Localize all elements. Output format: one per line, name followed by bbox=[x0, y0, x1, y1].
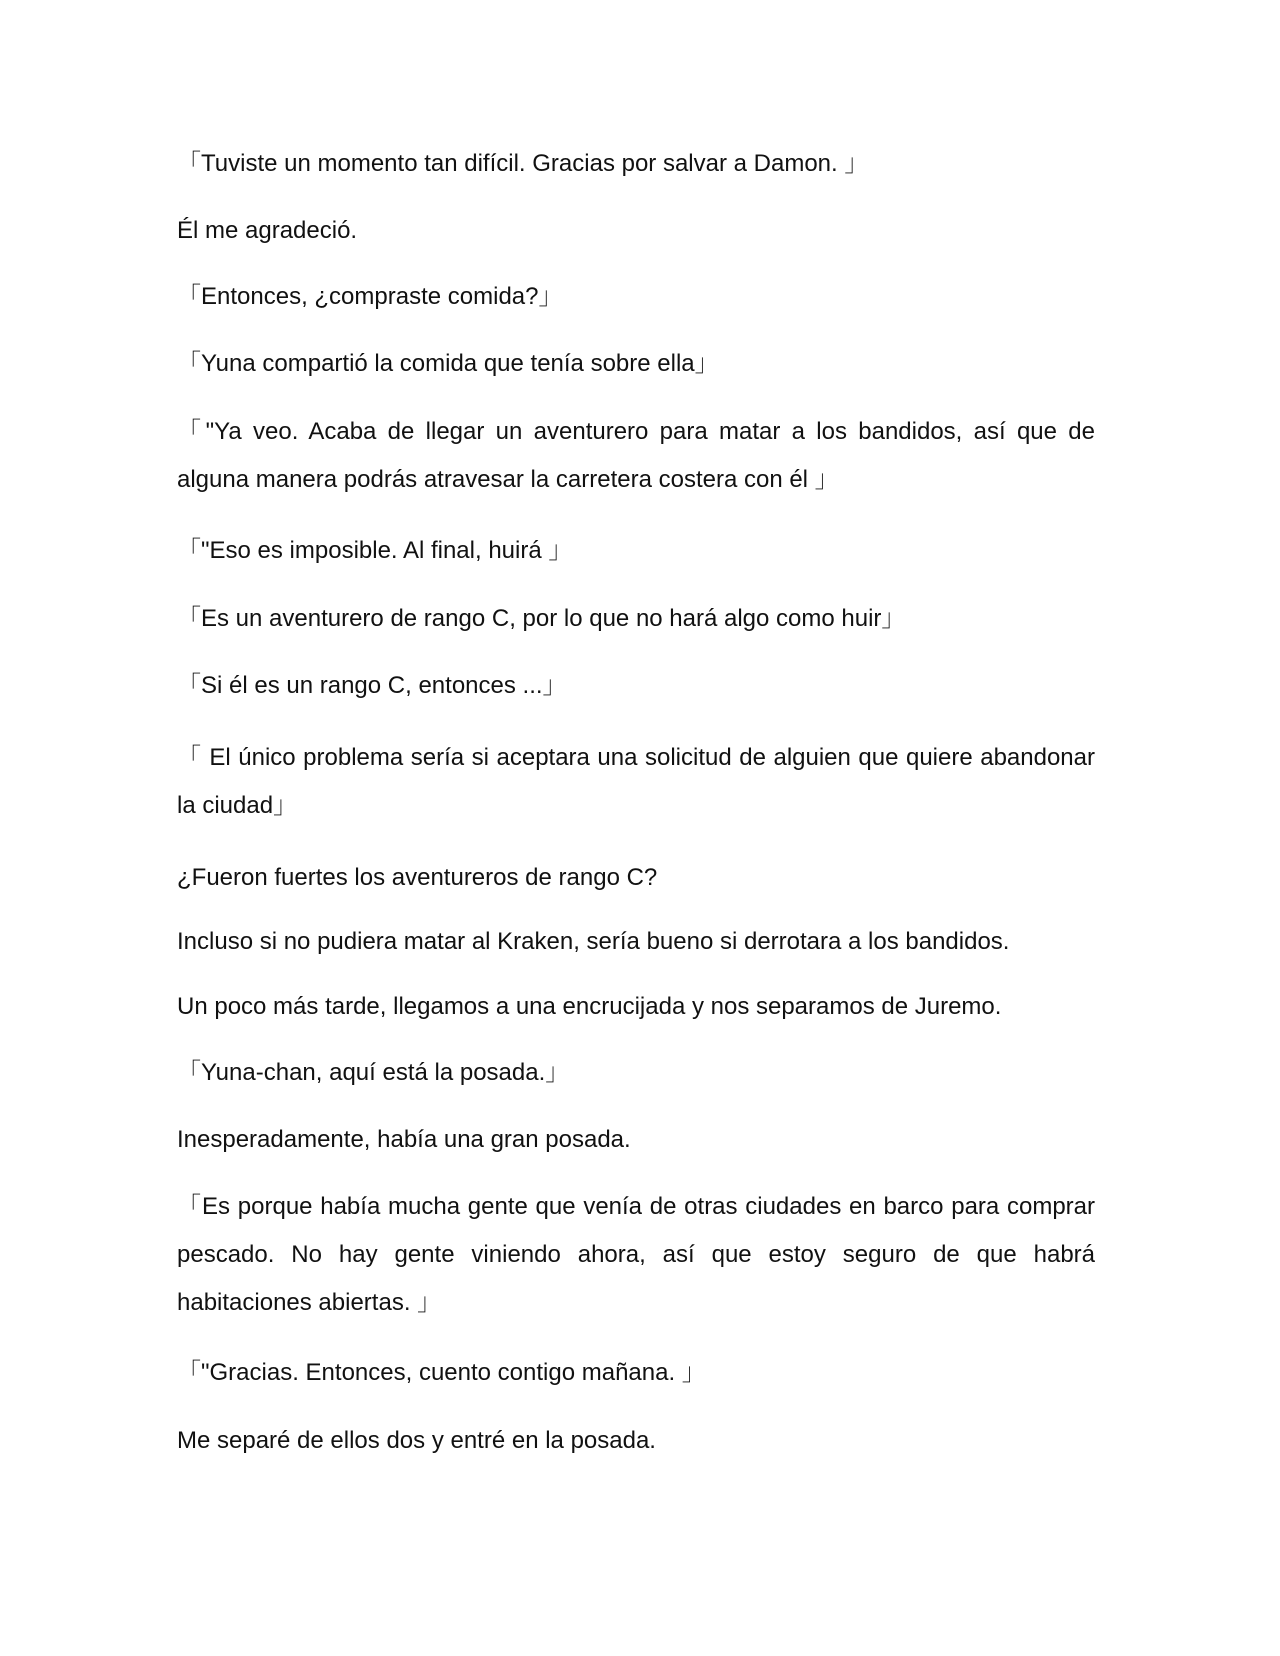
paragraph-13: 「Yuna-chan, aquí está la posada.」 bbox=[177, 1059, 570, 1086]
paragraph-8: 「Si él es un rango C, entonces ...」 bbox=[177, 672, 567, 699]
paragraph-4: 「Yuna compartió la comida que tenía sobre ella」 bbox=[177, 350, 719, 377]
paragraph-16: 「"Gracias. Entonces, cuento contigo mañana. 」 bbox=[177, 1359, 706, 1386]
paragraph-9: 「 El único problema sería si aceptara una solicitud de alguien que quiere abandonar la ciudad」 bbox=[177, 744, 1095, 819]
paragraph-11: Incluso si no pudiera matar al Kraken, sería bueno si derrotara a los bandidos. bbox=[177, 928, 1010, 955]
paragraph-10: ¿Fueron fuertes los aventureros de rango C? bbox=[177, 864, 658, 891]
paragraph-14: Inesperadamente, había una gran posada. bbox=[177, 1126, 631, 1153]
paragraph-15: 「Es porque había mucha gente que venía de otras ciudades en barco para comprar pescado. No hay gente viniendo ahora, así que estoy seguro de que habrá habitaciones abiertas. 」 bbox=[177, 1193, 1095, 1316]
paragraph-6: 「"Eso es imposible. Al final, huirá 」 bbox=[177, 537, 573, 564]
paragraph-7: 「Es un aventurero de rango C, por lo que no hará algo como huir」 bbox=[177, 605, 906, 632]
paragraph-17: Me separé de ellos dos y entré en la posada. bbox=[177, 1427, 656, 1454]
paragraph-2: Él me agradeció. bbox=[177, 217, 358, 244]
paragraph-12: Un poco más tarde, llegamos a una encrucijada y nos separamos de Juremo. bbox=[177, 993, 1002, 1020]
paragraph-5: 「"Ya veo. Acaba de llegar un aventurero para matar a los bandidos, así que de alguna manera podrás atravesar la carretera costera con él 」 bbox=[177, 418, 1095, 493]
paragraph-1: 「Tuviste un momento tan difícil. Gracias por salvar a Damon. 」 bbox=[177, 150, 869, 177]
paragraph-3: 「Entonces, ¿compraste comida?」 bbox=[177, 283, 563, 310]
